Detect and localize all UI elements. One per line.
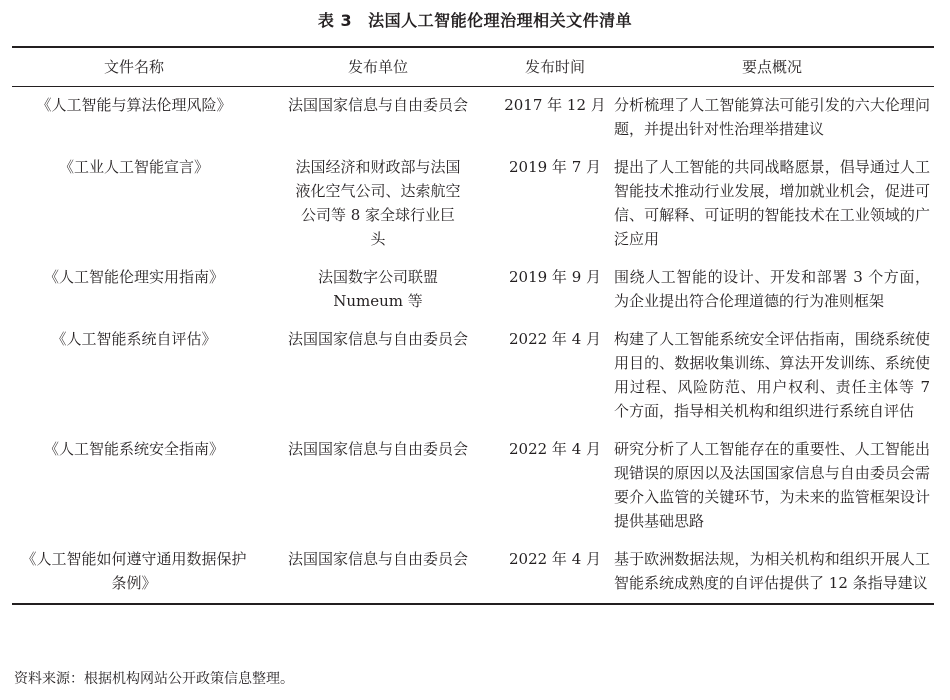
key-points-cell: 分析梳理了人工智能算法可能引发的六大伦理问题，并提出针对性治理举措建议 bbox=[614, 96, 930, 138]
table-title: 法国人工智能伦理治理相关文件清单 bbox=[368, 11, 633, 30]
key-points-cell: 构建了人工智能系统安全评估指南，围绕系统使用目的、数据收集训练、算法开发训练、系统使用过程、风险防范、用户权利、责任主体等 7 个方面，指导相关机构和组织进行系统自评估 bbox=[614, 330, 930, 420]
issuer-cell: 法国国家信息与自由委员会 bbox=[287, 550, 468, 568]
release-date-cell: 2022 年 4 月 bbox=[508, 330, 602, 348]
table-row bbox=[12, 149, 934, 259]
document-name-cell: 《人工智能如何遵守通用数据保护条例》 bbox=[21, 550, 247, 592]
release-date-cell: 2019 年 9 月 bbox=[508, 268, 602, 286]
table-caption bbox=[0, 8, 950, 31]
key-points-cell: 提出了人工智能的共同战略愿景，倡导通过人工智能技术推动行业发展，增加就业机会，促进可信、可解释、可证明的智能技术在工业领域的广泛应用 bbox=[614, 158, 930, 248]
release-date-cell: 2022 年 4 月 bbox=[508, 550, 602, 568]
table-number: 表 3 bbox=[317, 11, 353, 30]
table-row bbox=[12, 321, 934, 431]
policy-documents-table bbox=[12, 46, 934, 605]
table-row bbox=[12, 259, 934, 321]
document-name-cell: 《人工智能系统安全指南》 bbox=[43, 440, 224, 458]
document-name-cell: 《人工智能与算法伦理风险》 bbox=[36, 96, 232, 114]
table-row bbox=[12, 87, 934, 150]
table-header-row bbox=[12, 47, 934, 87]
source-note: 资料来源：根据机构网站公开政策信息整理。 bbox=[14, 671, 294, 687]
document-name-cell: 《人工智能伦理实用指南》 bbox=[43, 268, 224, 286]
release-date-cell: 2019 年 7 月 bbox=[508, 158, 602, 176]
header-issuer: 发布单位 bbox=[347, 58, 408, 76]
release-date-cell: 2017 年 12 月 bbox=[504, 96, 606, 114]
key-points-cell: 围绕人工智能的设计、开发和部署 3 个方面，为企业提出符合伦理道德的行为准则框架 bbox=[614, 268, 930, 310]
header-key-points: 要点概况 bbox=[741, 58, 802, 76]
key-points-cell: 研究分析了人工智能存在的重要性、人工智能出现错误的原因以及法国国家信息与自由委员会需要介入监管的关键环节，为未来的监管框架设计提供基础思路 bbox=[614, 440, 930, 530]
table-row bbox=[12, 541, 934, 604]
key-points-cell: 基于欧洲数据法规，为相关机构和组织开展人工智能系统成熟度的自评估提供了 12 条指导建议 bbox=[614, 550, 930, 592]
header-document-name: 文件名称 bbox=[103, 58, 164, 76]
release-date-cell: 2022 年 4 月 bbox=[508, 440, 602, 458]
issuer-cell: 法国国家信息与自由委员会 bbox=[287, 330, 468, 348]
issuer-cell: 法国国家信息与自由委员会 bbox=[287, 440, 468, 458]
header-release-date: 发布时间 bbox=[524, 58, 585, 76]
document-name-cell: 《人工智能系统自评估》 bbox=[51, 330, 217, 348]
table-row bbox=[12, 431, 934, 541]
issuer-cell: 法国数字公司联盟 Numeum 等 bbox=[317, 268, 438, 310]
issuer-cell: 法国经济和财政部与法国液化空气公司、达索航空公司等 8 家全球行业巨头 bbox=[295, 158, 461, 248]
document-name-cell: 《工业人工智能宣言》 bbox=[58, 158, 209, 176]
issuer-cell: 法国国家信息与自由委员会 bbox=[287, 96, 468, 114]
